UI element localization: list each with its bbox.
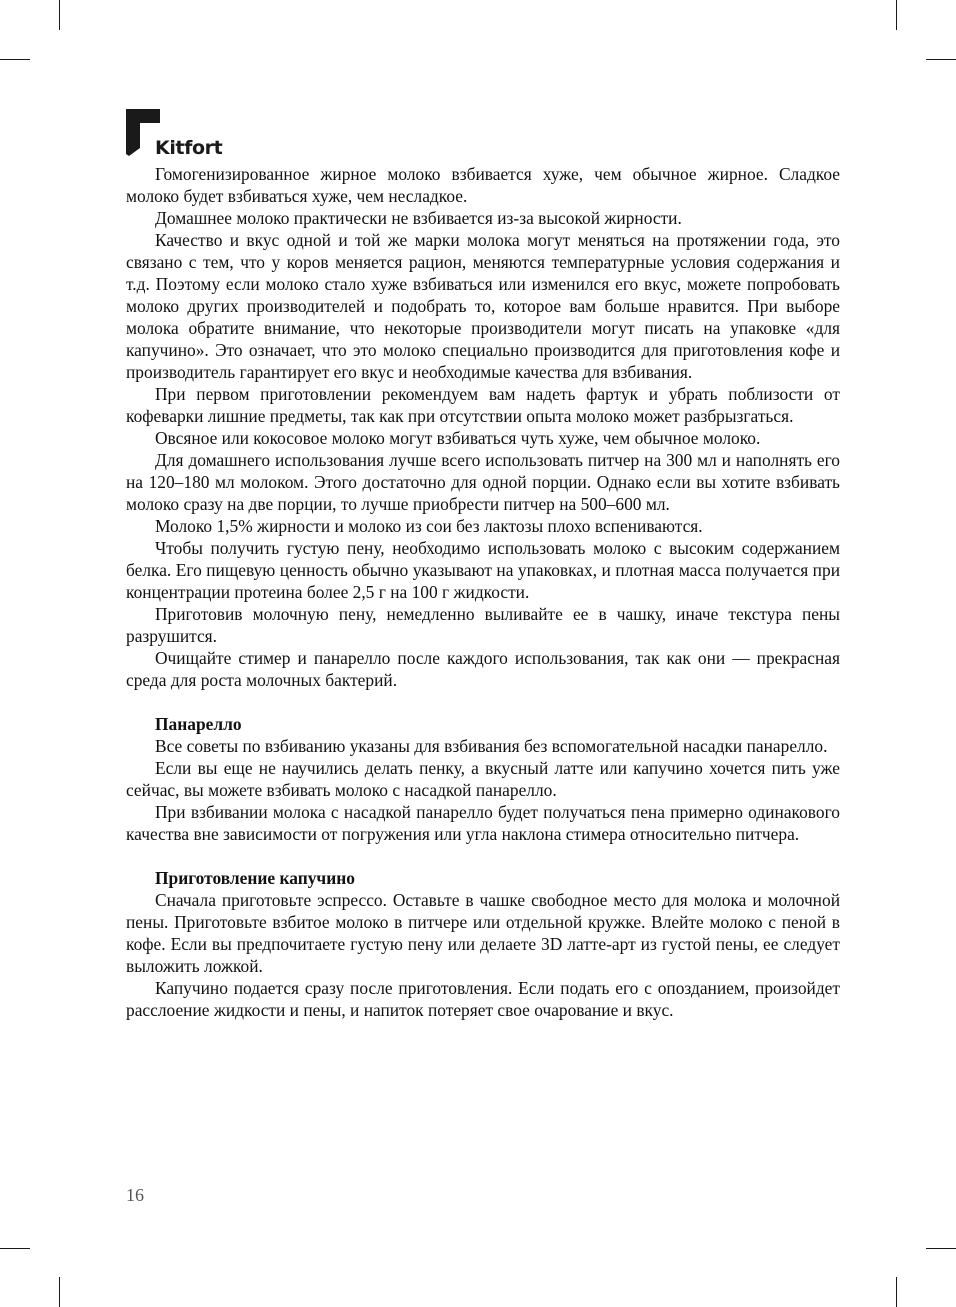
paragraph: Сначала приготовьте эспрессо. Оставьте в чашке свободное место для молока и молочной пены. Приготовьте взбитое молоко в питчере или отдельной кружке. Влейте молоко с пеной в кофе. Если вы предпочитаете густую пену или делаете 3D латте-арт из густой пены, ее следует выложить ложкой. — [126, 890, 840, 976]
paragraph: Если вы еще не научились делать пенку, а вкусный латте или капучино хочется пить уже сейчас, вы можете взбивать молоко с насадкой панарелло. — [126, 758, 840, 800]
paragraph: Для домашнего использования лучше всего использовать питчер на 300 мл и наполнять его на 120–180 мл молоком. Этого достаточно для одной порции. Однако если вы хотите взбивать молоко сразу на две порции, то лучше приобрести питчер на 500–600 мл. — [126, 450, 840, 514]
page-number: 16 — [126, 1185, 144, 1205]
crop-mark-top-left — [59, 0, 60, 30]
crop-mark-top-left — [0, 59, 30, 60]
section-heading-panarello: Панарелло — [155, 714, 242, 734]
paragraph: Домашнее молоко практически не взбивается из-за высокой жирности. — [155, 208, 682, 228]
page-body — [126, 163, 840, 1021]
section-spacer — [126, 845, 840, 867]
paragraph: Чтобы получить густую пену, необходимо использовать молоко с высоким содержанием белка. Его пищевую ценность обычно указывают на упаковках, и плотная масса получается при концентрации протеина более 2,5 г на 100 г жидкости. — [126, 538, 840, 602]
paragraph: Все советы по взбиванию указаны для взбивания без вспомогательной насадки панарелло. — [155, 736, 828, 756]
paragraph: Овсяное или кокосовое молоко могут взбиваться чуть хуже, чем обычное молоко. — [155, 428, 761, 448]
crop-mark-bottom-left — [0, 1248, 30, 1249]
brand-name: Kitfort — [155, 137, 223, 159]
crop-mark-top-right — [896, 0, 897, 30]
paragraph: Качество и вкус одной и той же марки молока могут меняться на протяжении года, это связано с тем, что у коров меняется рацион, меняются температурные условия содержания и т.д. Поэтому если молоко стало хуже взбиваться или изменился его вкус, можете попробовать молоко других производителей и подобрать то, которое вам больше нравится. При выборе молока обратите внимание, что некоторые производители могут писать на упаковке «для капучино». Это означает, что это молоко специально производится для приготовления кофе и производитель гарантирует его вкус и необходимые качества для взбивания. — [126, 230, 840, 382]
paragraph: Очищайте стимер и панарелло после каждого использования, так как они — прекрасная среда для роста молочных бактерий. — [126, 648, 840, 690]
crop-mark-top-right — [926, 59, 956, 60]
section-spacer — [126, 691, 840, 713]
brand-logo — [125, 108, 235, 160]
paragraph: При взбивании молока с насадкой панарелло будет получаться пена примерно одинакового качества вне зависимости от погружения или угла наклона стимера относительно питчера. — [126, 802, 840, 844]
paragraph: Молоко 1,5% жирности и молоко из сои без лактозы плохо вспениваются. — [155, 516, 703, 536]
section-heading-cappuccino: Приготовление капучино — [155, 868, 355, 888]
crop-mark-bottom-right — [896, 1277, 897, 1307]
crop-mark-bottom-right — [926, 1248, 956, 1249]
paragraph: Капучино подается сразу после приготовления. Если подать его с опозданием, произойдет расслоение жидкости и пены, и напиток потеряет свое очарование и вкус. — [126, 978, 840, 1020]
crop-mark-bottom-left — [59, 1277, 60, 1307]
paragraph: Гомогенизированное жирное молоко взбивается хуже, чем обычное жирное. Сладкое молоко будет взбиваться хуже, чем несладкое. — [126, 164, 840, 206]
paragraph: Приготовив молочную пену, немедленно выливайте ее в чашку, иначе текстура пены разрушится. — [126, 604, 840, 646]
paragraph: При первом приготовлении рекомендуем вам надеть фартук и убрать поблизости от кофеварки лишние предметы, так как при отсутствии опыта молоко может разбрызгаться. — [126, 384, 840, 426]
